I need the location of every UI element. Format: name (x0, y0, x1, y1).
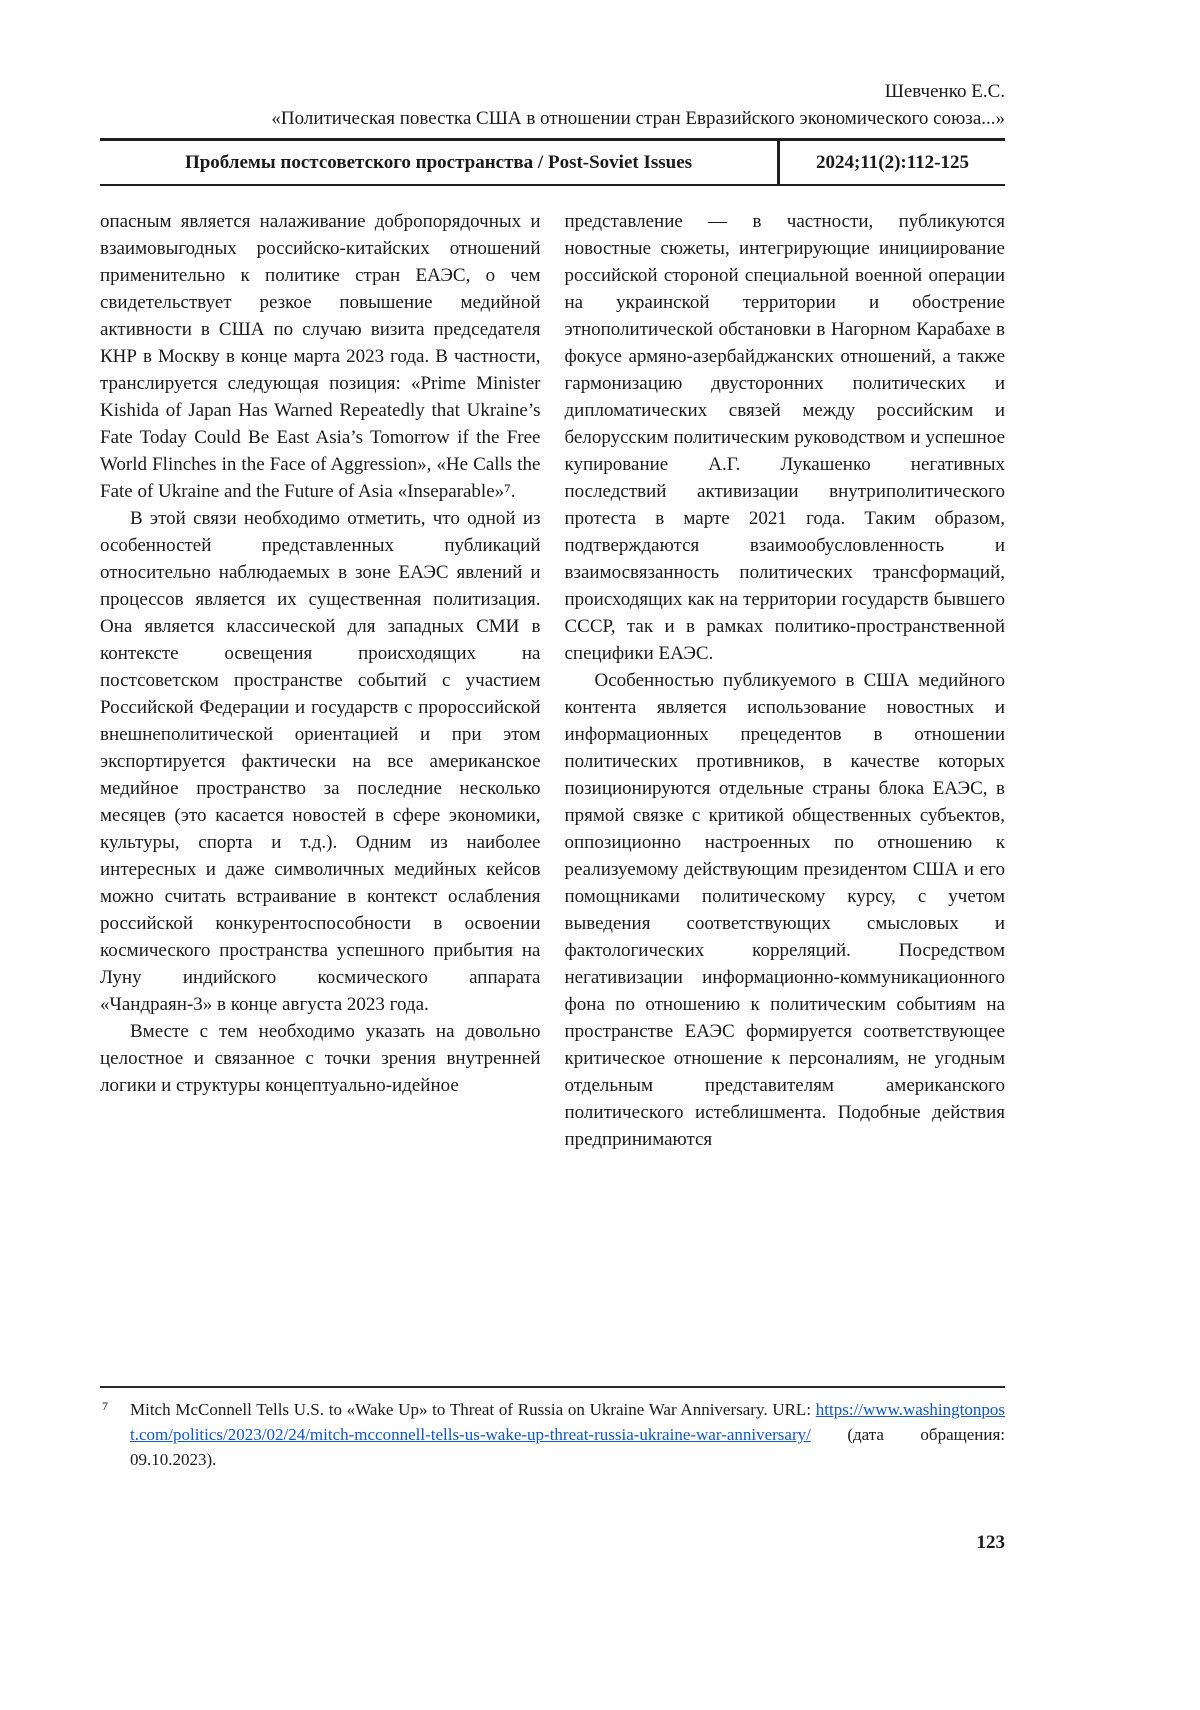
paragraph: Вместе с тем необходимо указать на довольно целостное и связанное с точки зрения внутренней логики и структуры концептуально-идейное (100, 1021, 541, 1096)
footnote-block (100, 1386, 1005, 1472)
footnote-access-date: (дата обращения: 09.10.2023). (130, 1425, 1005, 1469)
paragraph: представление — в частности, публикуются новостные сюжеты, интегрирующие инициирование российской стороной специальной военной операции на украинской территории и обострение этнополитической обстановки в Нагорном Карабахе в фокусе армяно-азербайджанских отношений, а также гармонизацию двусторонних политических и дипломатических связей между российским и белорусским политическим руководством и успешное купирование А.Г. Лукашенко негативных последствий активизации внутриполитического протеста в марте 2021 года. Таким образом, подтверждаются взаимообусловленность и взаимосвязанность политических трансформаций, происходящих как на территории государств бывшего СССР, так и в рамках политико-пространственной специфики ЕАЭС. (564, 211, 1005, 664)
journal-bar (100, 138, 1005, 186)
paragraph: В этой связи необходимо отметить, что одной из особенностей представленных публикаций относительно наблюдаемых в зоне ЕАЭС явлений и процессов является их существенная политизация. Она является классической для западных СМИ в контексте освещения происходящих на постсоветском пространстве событий с участием Российской Федерации и государств с пророссийской внешнеполитической ориентацией и при этом экспортируется фактически на все американское медийное пространство за последние несколько месяцев (это касается новостей в сфере экономики, культуры, спорта и т.д.). Одним из наиболее интересных и даже символичных медийных кейсов можно считать встраивание в контекст ослабления российской конкурентоспособности в освоении космического пространства успешного прибытия на Луну индийского космического аппарата «Чандраян-3» в конце августа 2023 года. (100, 508, 541, 1015)
paragraph: Особенностью публикуемого в США медийного контента является использование новостных и информационных прецедентов в отношении политических противников, в качестве которых позиционируются отдельные страны блока ЕАЭС, в прямой связке с критикой общественных субъектов, оппозиционно настроенных по отношению к реализуемому действующим президентом США и его помощниками политическому курсу, с учетом выведения соответствующих смысловых и фактологических корреляций. Посредством негативизации информационно-коммуникационного фона по отношению к политическим событиям на пространстве ЕАЭС формируется соответствующее критическое отношение к персоналиям, не угодным отдельным представителям американского политического истеблишмента. Подобные действия предпринимаются (564, 670, 1005, 1150)
left-column (100, 208, 541, 1153)
paragraph: опасным является налаживание добропорядочных и взаимовыгодных российско-китайских отношений применительно к политике стран ЕАЭС, о чем свидетельствует резкое повышение медийной активности в США по случаю визита председателя КНР в Москву в конце марта 2023 года. В частности, транслируется следующая позиция: «Prime Minister Kishida of Japan Has Warned Repeatedly that Ukraine’s Fate Today Could Be East Asia’s Tomorrow if the Free World Flinches in the Face of Aggression», «He Calls the Fate of Ukraine and the Future of Asia «Inseparable»⁷. (100, 211, 541, 502)
journal-title: Проблемы постсоветского пространства / Post-Soviet Issues (184, 152, 693, 173)
page-number: 123 (976, 1532, 1005, 1553)
journal-issue-info: 2024;11(2):112-125 (815, 152, 970, 173)
running-head-title: «Политическая повестка США в отношении стран Евразийского экономического союза...» (271, 108, 1005, 129)
running-head (100, 78, 1005, 132)
footnote-marker: 7 (102, 1399, 108, 1413)
running-head-author: Шевченко Е.С. (884, 81, 1005, 102)
footnote (100, 1397, 1005, 1472)
right-column (565, 208, 1006, 1153)
article-body (100, 208, 1005, 1153)
footnote-url-link[interactable]: https://www.washingtonpost.com/politics/2023/02/24/mitch-mcconnell-tells-us-wake-up-threat-russia-ukraine-war-anniversary/ (130, 1400, 1005, 1444)
page-header (100, 78, 1005, 186)
footnote-text: Mitch McConnell Tells U.S. to «Wake Up» to Threat of Russia on Ukraine War Anniversary. URL: (130, 1400, 816, 1419)
